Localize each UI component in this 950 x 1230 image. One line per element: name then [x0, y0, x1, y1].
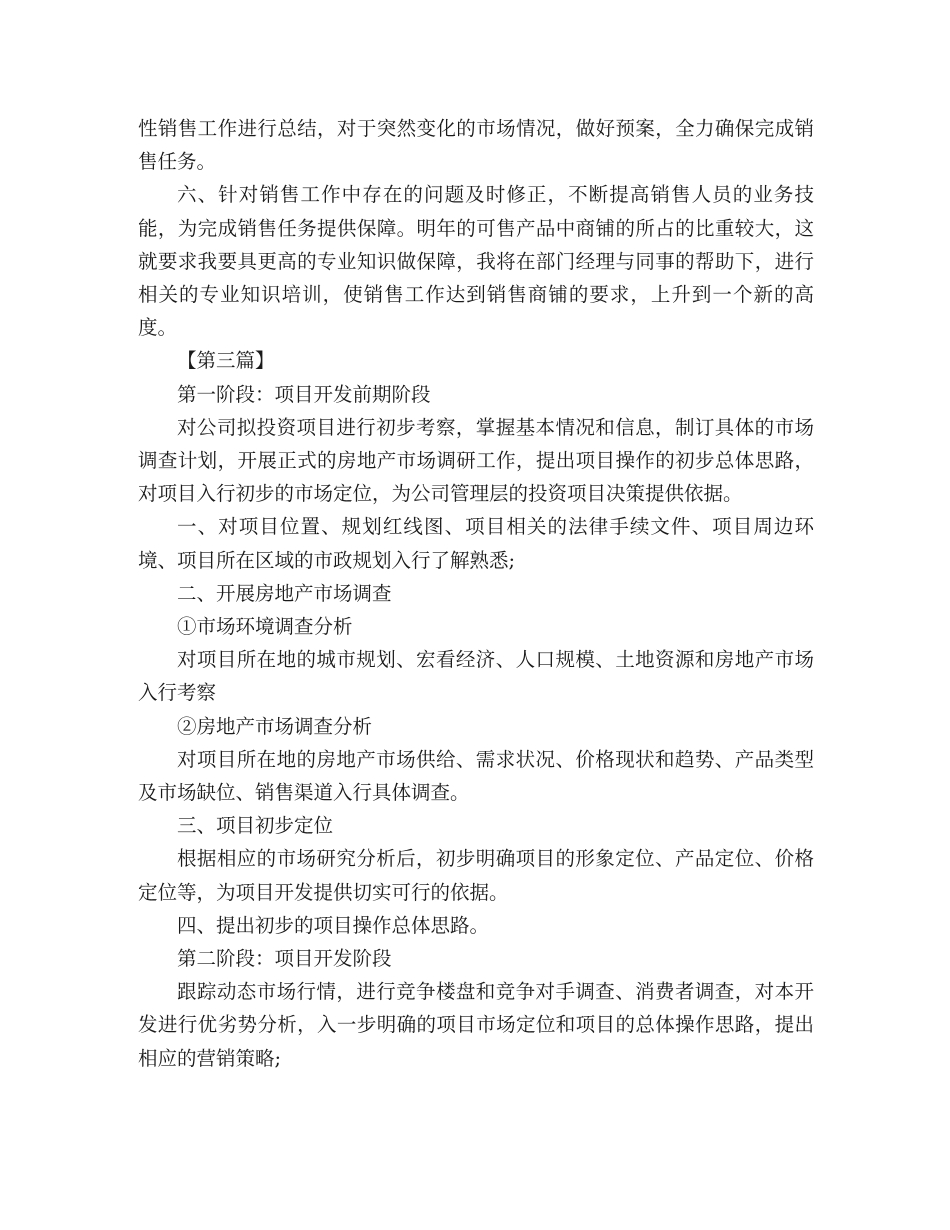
paragraph: 根据相应的市场研究分析后，初步明确项目的形象定位、产品定位、价格定位等，为项目开发提供切实可行的依据。	[138, 847, 814, 904]
list-heading: 四、提出初步的项目操作总体思路。	[177, 913, 490, 937]
sub-heading: ②房地产市场调查分析	[177, 714, 373, 738]
paragraph: 对公司拟投资项目进行初步考察，掌握基本情况和信息，制订具体的市场调查计划，开展正式的房地产市场调研工作，提出项目操作的初步总体思路，对项目入行初步的市场定位，为公司管理层的投资项目决策提供依据。	[138, 415, 814, 506]
sub-heading: ①市场环境调查分析	[177, 615, 353, 639]
paragraph: 跟踪动态市场行情，进行竞争楼盘和竞争对手调查、消费者调查，对本开发进行优劣势分析，入一步明确的项目市场定位和项目的总体操作思路，提出相应的营销策略;	[138, 980, 814, 1070]
stage-heading: 第一阶段：项目开发前期阶段	[177, 382, 431, 406]
list-heading: 二、开展房地产市场调查	[177, 581, 392, 605]
paragraph: 性销售工作进行总结，对于突然变化的市场情况，做好预案，全力确保完成销售任务。	[138, 117, 814, 174]
paragraph: 对项目所在地的城市规划、宏看经济、人口规模、土地资源和房地产市场入行考察	[138, 648, 814, 705]
paragraph: 对项目所在地的房地产市场供给、需求状况、价格现状和趋势、产品类型及市场缺位、销售渠道入行具体调查。	[138, 747, 814, 805]
paragraph: 六、针对销售工作中存在的问题及时修正，不断提高销售人员的业务技能，为完成销售任务提供保障。明年的可售产品中商铺的所占的比重较大，这就要求我要具更高的专业知识做保障，我将在部门经理与同事的帮助下，进行相关的专业知识培训，使销售工作达到销售商铺的要求，上升到一个新的高度。	[138, 183, 814, 340]
paragraph: 一、对项目位置、规划红线图、项目相关的法律手续文件、项目周边环境、项目所在区域的市政规划入行了解熟悉;	[138, 515, 814, 572]
stage-heading: 第二阶段：项目开发阶段	[177, 947, 392, 971]
list-heading: 三、项目初步定位	[177, 814, 334, 838]
section-heading: 【第三篇】	[177, 349, 275, 373]
document-body	[138, 112, 814, 1075]
